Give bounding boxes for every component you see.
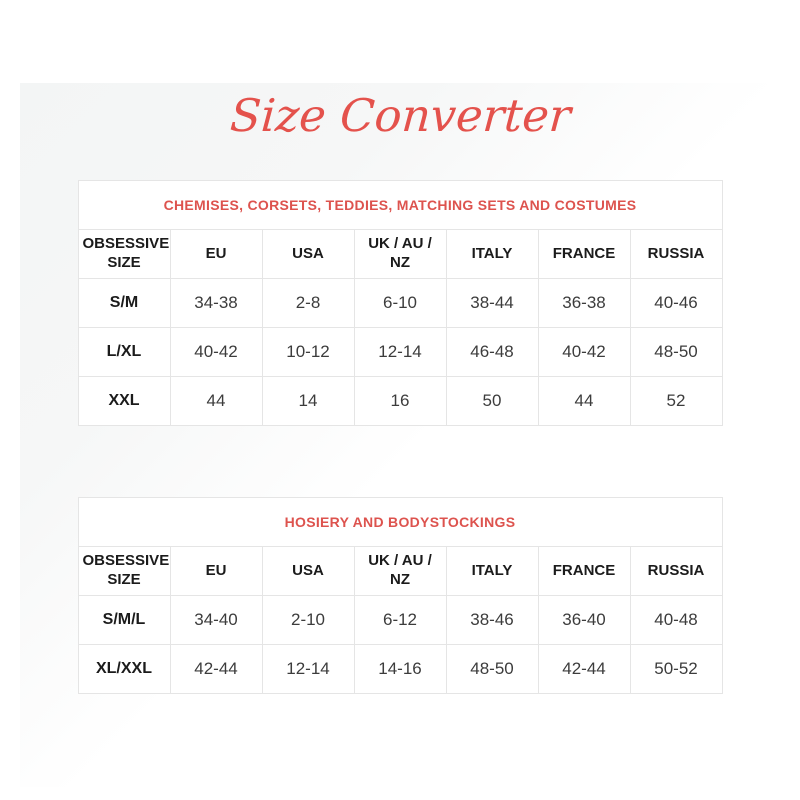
size-cell: 10-12: [262, 328, 354, 377]
column-header-row: [78, 230, 722, 279]
size-cell: 40-46: [630, 279, 722, 328]
size-cell: 36-40: [538, 596, 630, 645]
table-row: [78, 377, 722, 426]
size-cell: 42-44: [538, 645, 630, 694]
row-label: XL/XXL: [78, 645, 170, 694]
column-header-obsessive-size: OBSESSIVE SIZE: [78, 230, 170, 279]
size-cell: 34-38: [170, 279, 262, 328]
size-cell: 2-8: [262, 279, 354, 328]
size-cell: 48-50: [630, 328, 722, 377]
size-cell: 50: [446, 377, 538, 426]
column-header-eu: EU: [170, 547, 262, 596]
table-row: [78, 279, 722, 328]
table-title-row: [78, 181, 722, 230]
size-cell: 38-44: [446, 279, 538, 328]
size-cell: 2-10: [262, 596, 354, 645]
page-title: Size Converter: [228, 89, 573, 142]
column-header-usa: USA: [262, 547, 354, 596]
size-table-chemises: [78, 180, 723, 426]
size-cell: 38-46: [446, 596, 538, 645]
column-header-france: FRANCE: [538, 230, 630, 279]
column-header-italy: ITALY: [446, 547, 538, 596]
row-label: S/M: [78, 279, 170, 328]
size-cell: 44: [170, 377, 262, 426]
size-cell: 40-42: [538, 328, 630, 377]
size-cell: 14: [262, 377, 354, 426]
column-header-uk-au-nz: UK / AU / NZ: [354, 547, 446, 596]
size-cell: 12-14: [354, 328, 446, 377]
size-cell: 6-10: [354, 279, 446, 328]
size-cell: 50-52: [630, 645, 722, 694]
row-label: L/XL: [78, 328, 170, 377]
row-label: XXL: [78, 377, 170, 426]
size-cell: 6-12: [354, 596, 446, 645]
table-title-row: [78, 498, 722, 547]
row-label: S/M/L: [78, 596, 170, 645]
column-header-eu: EU: [170, 230, 262, 279]
size-cell: 52: [630, 377, 722, 426]
size-cell: 36-38: [538, 279, 630, 328]
table-title: HOSIERY AND BODYSTOCKINGS: [78, 498, 722, 547]
size-cell: 16: [354, 377, 446, 426]
size-cell: 34-40: [170, 596, 262, 645]
content-panel: [20, 83, 780, 787]
table-row: [78, 328, 722, 377]
column-header-france: FRANCE: [538, 547, 630, 596]
column-header-uk-au-nz: UK / AU / NZ: [354, 230, 446, 279]
size-cell: 12-14: [262, 645, 354, 694]
size-cell: 40-42: [170, 328, 262, 377]
size-cell: 40-48: [630, 596, 722, 645]
size-cell: 48-50: [446, 645, 538, 694]
size-cell: 44: [538, 377, 630, 426]
column-header-obsessive-size: OBSESSIVE SIZE: [78, 547, 170, 596]
size-cell: 46-48: [446, 328, 538, 377]
column-header-russia: RUSSIA: [630, 230, 722, 279]
table-row: [78, 645, 722, 694]
size-table-hosiery: [78, 497, 723, 694]
size-cell: 14-16: [354, 645, 446, 694]
size-cell: 42-44: [170, 645, 262, 694]
column-header-russia: RUSSIA: [630, 547, 722, 596]
column-header-usa: USA: [262, 230, 354, 279]
column-header-italy: ITALY: [446, 230, 538, 279]
table-row: [78, 596, 722, 645]
table-title: CHEMISES, CORSETS, TEDDIES, MATCHING SETS AND COSTUMES: [78, 181, 722, 230]
column-header-row: [78, 547, 722, 596]
